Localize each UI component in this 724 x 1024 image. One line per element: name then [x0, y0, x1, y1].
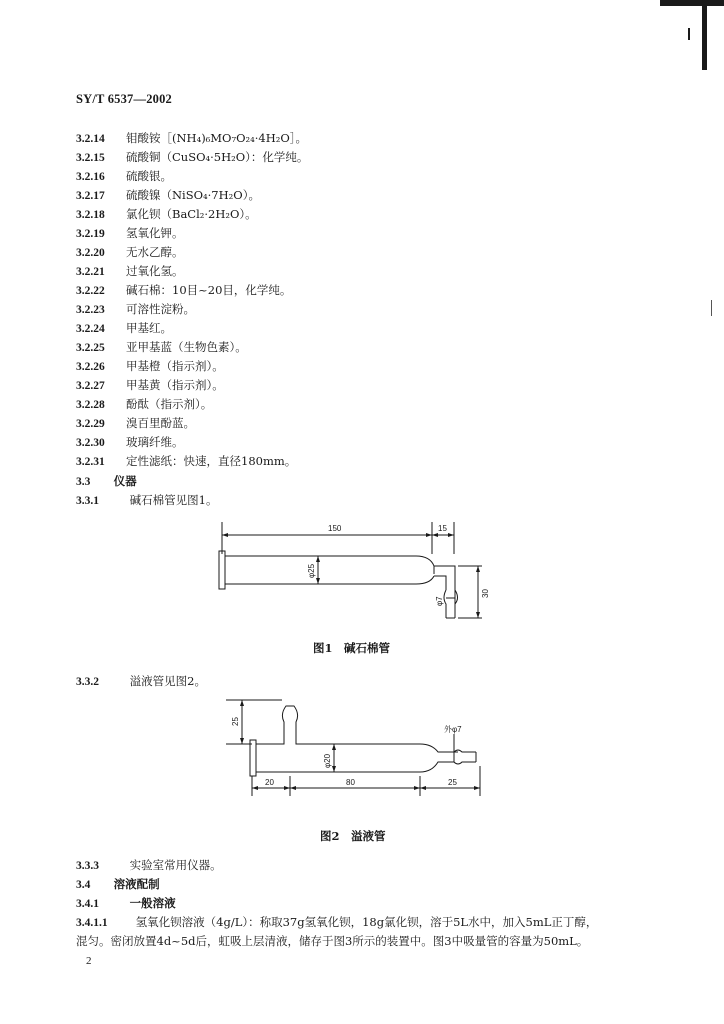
item-text: 过氧化氢。 — [126, 264, 184, 278]
item-text: 玻璃纤维。 — [126, 435, 184, 449]
item-number: 3.2.24 — [76, 323, 105, 335]
figure-2-caption: 图2 溢液管 — [320, 829, 386, 843]
item-text: 无水乙醇。 — [126, 245, 184, 259]
list-item — [76, 434, 184, 452]
item-text: 定性滤纸：快速，直径180mm。 — [126, 454, 297, 468]
list-item — [76, 320, 172, 338]
item-3-3-3 — [76, 857, 222, 875]
list-item — [76, 168, 172, 186]
list-item — [76, 415, 195, 433]
item-text: 可溶性淀粉。 — [126, 302, 195, 316]
item-number: 3.3.1 — [76, 495, 99, 507]
item-number: 3.2.17 — [76, 190, 105, 202]
figure-2-overflow-tube — [222, 696, 492, 808]
scan-edge-top — [660, 0, 724, 6]
scan-mark — [688, 28, 690, 40]
section-title: 仪器 — [113, 474, 137, 488]
dim-middle: 80 — [346, 778, 355, 787]
standard-header: SY/T 6537—2002 — [76, 92, 172, 106]
list-item — [76, 377, 224, 395]
item-text: 硫酸铜（CuSO₄·5H₂O）：化学纯。 — [126, 150, 309, 164]
section-title: 溶液配制 — [113, 877, 160, 891]
figure-1-caption: 图1 碱石棉管 — [313, 641, 391, 655]
dim-length: 150 — [328, 524, 342, 533]
dim-height: 30 — [481, 589, 490, 598]
section-3-3 — [76, 473, 137, 491]
item-text: 溴百里酚蓝。 — [126, 416, 195, 430]
item-number: 3.2.14 — [76, 133, 105, 145]
list-item — [76, 206, 257, 224]
item-text: 氢氧化钾。 — [126, 226, 184, 240]
item-number: 3.2.27 — [76, 380, 105, 392]
list-item — [76, 339, 247, 357]
item-text: 酚酞（指示剂）。 — [126, 397, 213, 411]
item-number: 3.2.25 — [76, 342, 105, 354]
section-3-4 — [76, 876, 160, 894]
item-number: 3.2.20 — [76, 247, 105, 259]
dim-branch: 25 — [231, 717, 240, 726]
item-text: 碱石棉管见图1。 — [129, 493, 218, 507]
list-item — [76, 358, 224, 376]
section-3-4-1 — [76, 895, 176, 913]
item-number: 3.2.15 — [76, 152, 105, 164]
item-3-4-1-1-continued — [76, 933, 588, 951]
item-text: 甲基橙（指示剂）。 — [126, 359, 224, 373]
page-number: 2 — [86, 955, 92, 967]
item-number: 3.2.16 — [76, 171, 105, 183]
dim-diameter: φ20 — [323, 753, 332, 768]
list-item — [76, 263, 184, 281]
item-number: 3.2.26 — [76, 361, 105, 373]
item-number: 3.3.3 — [76, 860, 99, 872]
dim-diameter: φ25 — [307, 563, 316, 578]
dim-left: 20 — [265, 778, 274, 787]
item-text: 氯化钡（BaCl₂·2H₂O）。 — [126, 207, 257, 221]
list-item — [76, 187, 260, 205]
list-item — [76, 225, 184, 243]
dim-end: 15 — [438, 524, 447, 533]
list-item — [76, 453, 296, 471]
item-number: 3.2.30 — [76, 437, 105, 449]
item-3-4-1-1 — [76, 914, 597, 932]
dim-outlet: φ7 — [435, 596, 444, 606]
item-3-3-1 — [76, 492, 217, 510]
item-text: 甲基红。 — [126, 321, 172, 335]
list-item — [76, 130, 307, 148]
item-text: 硫酸镍（NiSO₄·7H₂O）。 — [126, 188, 260, 202]
item-text: 溢液管见图2。 — [129, 674, 206, 688]
item-text: 硫酸银。 — [126, 169, 172, 183]
item-3-3-2 — [76, 673, 206, 691]
list-item — [76, 396, 212, 414]
item-text-line-2: 混匀。密闭放置4d~5d后，虹吸上层清液，储存于图3所示的装置中。图3中吸量管的容量为50mL。 — [76, 934, 589, 948]
item-text: 亚甲基蓝（生物色素）。 — [126, 340, 247, 354]
item-text: 实验室常用仪器。 — [129, 858, 222, 872]
list-item — [76, 301, 195, 319]
item-number: 3.2.22 — [76, 285, 105, 297]
item-number: 3.2.29 — [76, 418, 105, 430]
item-number: 3.2.21 — [76, 266, 105, 278]
dim-right: 25 — [448, 778, 457, 787]
item-text: 钼酸铵［(NH₄)₆MO₇O₂₄·4H₂O］。 — [126, 131, 308, 145]
item-text-line-1: 氢氧化钡溶液（4g/L）：称取37g氢氧化钡，18g氯化钡，溶于5L水中，加入5mL正丁醇， — [135, 915, 598, 929]
item-number: 3.2.23 — [76, 304, 105, 316]
list-item — [76, 149, 308, 167]
item-number: 3.3.2 — [76, 676, 99, 688]
section-number: 3.3 — [76, 476, 91, 488]
scan-edge-right — [702, 0, 707, 70]
item-number: 3.4.1.1 — [76, 917, 108, 929]
item-number: 3.2.19 — [76, 228, 105, 240]
dim-outer: 外φ7 — [444, 725, 462, 734]
item-number: 3.2.28 — [76, 399, 105, 411]
list-item — [76, 282, 291, 300]
scan-tick — [711, 300, 712, 316]
section-number: 3.4 — [76, 879, 91, 891]
figure-1-soda-asbestos-tube — [210, 518, 500, 630]
section-title: 一般溶液 — [129, 896, 176, 910]
list-item — [76, 244, 184, 262]
item-text: 甲基黄（指示剂）。 — [126, 378, 224, 392]
item-text: 碱石棉：10目~20目，化学纯。 — [126, 283, 292, 297]
item-number: 3.2.18 — [76, 209, 105, 221]
section-number: 3.4.1 — [76, 898, 99, 910]
item-number: 3.2.31 — [76, 456, 105, 468]
